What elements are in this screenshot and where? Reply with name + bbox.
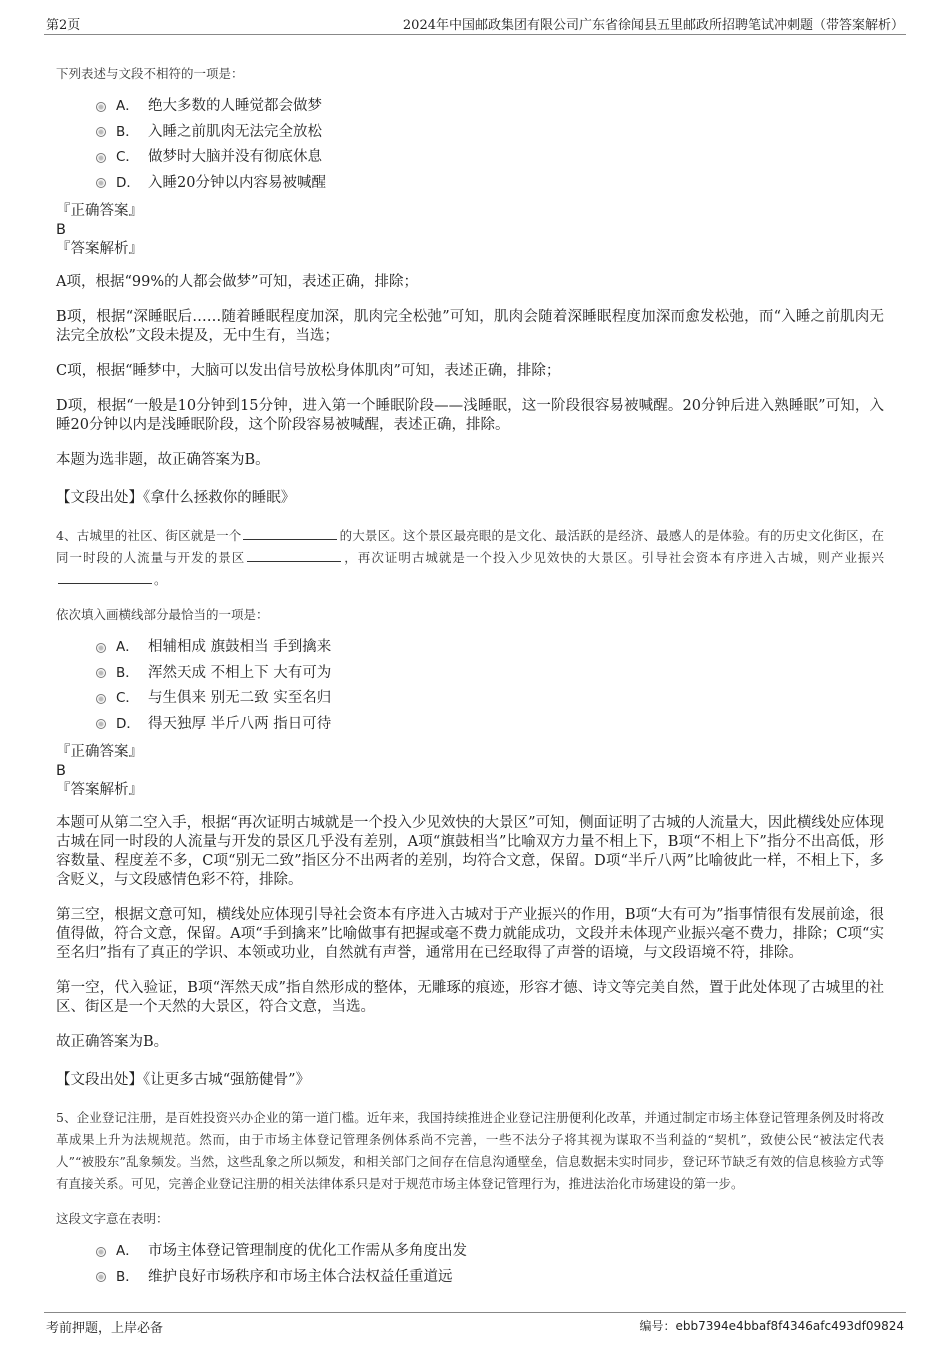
q4-option-a[interactable]: A． 相辅相成 旗鼓相当 手到擒来 — [96, 635, 884, 661]
radio-icon[interactable] — [96, 719, 106, 729]
q3-answer: B — [56, 222, 66, 238]
radio-icon[interactable] — [96, 153, 106, 163]
q5-options — [96, 1239, 884, 1290]
q4-question-text: 4、古城里的社区、街区就是一个 的大景区。这个景区最亮眼的是文化、最活跃的是经济、最感人的是体验。有的历史文化街区，在同一时段的人流量与开发的景区 ，再次证明古城就是一个投入少见效快的大景区。引导社会资本有序进入古城，则产业振兴。 — [56, 528, 884, 587]
radio-icon[interactable] — [96, 102, 106, 112]
q3-prompt: 下列表述与文段不相符的一项是： — [56, 66, 244, 81]
q4-analysis-para: 第一空，代入验证，B项“浑然天成”指自然形成的整体，无雕琢的痕迹，形容才德、诗文等完美自然，置于此处体现了古城里的社区、街区是一个天然的大景区，符合文意，当选。 — [56, 980, 884, 1015]
document-title: 2024年中国邮政集团有限公司广东省徐闻县五里邮政所招聘笔试冲刺题（带答案解析） — [402, 18, 904, 33]
footer-slogan: 考前押题，上岸必备 — [46, 1321, 164, 1336]
q3-option-b[interactable]: B． 入睡之前肌肉无法完全放松 — [96, 120, 884, 146]
q4-analysis-para: 第三空，根据文意可知，横线处应体现引导社会资本有序进入古城对于产业振兴的作用，B项“大有可为”指事情很有发展前途，很值得做，符合文意，保留。A项“手到擒来”比喻做事有把握或毫不费力就能成功，文段并未体现产业振兴毫不费力，排除；C项“实至名归”指有了真正的学识、本领或功业，自然就有声誉，通常用在已经取得了声誉的语境，与文段语境不符，排除。 — [56, 907, 884, 961]
radio-icon[interactable] — [96, 127, 106, 137]
q3-analysis-label: 『答案解析』 — [56, 241, 143, 257]
q3-analysis-para: A项，根据“99%的人都会做梦”可知，表述正确，排除； — [56, 274, 419, 290]
q4-answer: B — [56, 763, 66, 779]
q4-analysis-para: 本题可从第二空入手，根据“再次证明古城就是一个投入少见效快的大景区”可知，侧面证明了古城的人流量大，因此横线处应体现古城在同一时段的人流量与开发的景区几乎没有差别，A项“旗鼓相当”比喻双方力量不相上下，B项“不相上下”指分不出高低，形容数量、程度差不多，C项“别无二致”指区分不出两者的差别，均符合文意，保留。D项“半斤八两”比喻彼此一样，不相上下，多含贬义，与文段感情色彩不符，排除。 — [56, 815, 884, 888]
q3-option-a[interactable]: A． 绝大多数的人睡觉都会做梦 — [96, 94, 884, 120]
radio-icon[interactable] — [96, 643, 106, 653]
q4-option-c[interactable]: C． 与生俱来 别无二致 实至名归 — [96, 686, 884, 712]
q4-source: 【文段出处】《让更多古城“强筋健骨”》 — [56, 1072, 311, 1088]
q4-option-b[interactable]: B． 浑然天成 不相上下 大有可为 — [96, 661, 884, 687]
q4-prompt: 依次填入画横线部分最恰当的一项是： — [56, 607, 269, 622]
q4-options — [96, 635, 884, 737]
blank-line — [243, 527, 337, 540]
page-content — [56, 56, 884, 1296]
q3-option-d[interactable]: D． 入睡20分钟以内容易被喊醒 — [96, 171, 884, 197]
q3-analysis-para: C项，根据“睡梦中，大脑可以发出信号放松身体肌肉”可知，表述正确，排除； — [56, 363, 561, 379]
q5-question-text: 5、企业登记注册，是百姓投资兴办企业的第一道门槛。近年来，我国持续推进企业登记注册便利化改革，并通过制定市场主体登记管理条例及时将改革成果上升为法规规范。然而，由于市场主体登记管理条例体系尚不完善，一些不法分子将其视为谋取不当利益的“契机”，致使公民“被法定代表人”“被股东”乱象频发。当然，这些乱象之所以频发，和相关部门之间存在信息沟通壁垒，信息数据未实时同步，登记环节缺乏有效的信息核验方式等有直接关系。可见，完善企业登记注册的相关法律体系只是对于规范市场主体登记管理行为，推进法治化市场建设的第一步。 — [56, 1110, 884, 1191]
q4-answer-label: 『正确答案』 — [56, 744, 143, 760]
q3-answer-label: 『正确答案』 — [56, 203, 143, 219]
blank-line — [247, 549, 341, 562]
radio-icon[interactable] — [96, 668, 106, 678]
q5-option-a[interactable]: A． 市场主体登记管理制度的优化工作需从多角度出发 — [96, 1239, 884, 1265]
q3-option-c[interactable]: C． 做梦时大脑并没有彻底休息 — [96, 145, 884, 171]
radio-icon[interactable] — [96, 178, 106, 188]
radio-icon[interactable] — [96, 1272, 106, 1282]
document-id: 编号：ebb7394e4bbaf8f4346afc493df09824 — [639, 1319, 904, 1333]
q4-analysis-para: 故正确答案为B。 — [56, 1034, 169, 1050]
q4-analysis-label: 『答案解析』 — [56, 782, 143, 798]
q5-prompt: 这段文字意在表明： — [56, 1211, 169, 1226]
q3-analysis-para: D项，根据“一般是10分钟到15分钟，进入第一个睡眠阶段——浅睡眠，这一阶段很容易被喊醒。20分钟后进入熟睡眠”可知，入睡20分钟以内是浅睡眠阶段，这个阶段容易被喊醒，表述正确，排除。 — [56, 398, 884, 433]
q3-options — [96, 94, 884, 196]
page-header — [44, 12, 906, 35]
q3-source: 【文段出处】《拿什么拯救你的睡眠》 — [56, 490, 296, 506]
page-number: 第2页 — [46, 18, 81, 33]
q5-option-b[interactable]: B． 维护良好市场秩序和市场主体合法权益任重道远 — [96, 1265, 884, 1291]
radio-icon[interactable] — [96, 694, 106, 704]
radio-icon[interactable] — [96, 1247, 106, 1257]
q3-analysis-para: 本题为选非题，故正确答案为B。 — [56, 452, 270, 468]
q3-analysis-para: B项，根据“深睡眠后……随着睡眠程度加深，肌肉完全松弛”可知，肌肉会随着深睡眠程度加深而愈发松弛，而“入睡之前肌肉无法完全放松”文段未提及，无中生有，当选； — [56, 309, 884, 344]
blank-line — [58, 571, 152, 584]
page-footer — [44, 1312, 906, 1337]
q4-option-d[interactable]: D． 得天独厚 半斤八两 指日可待 — [96, 712, 884, 738]
